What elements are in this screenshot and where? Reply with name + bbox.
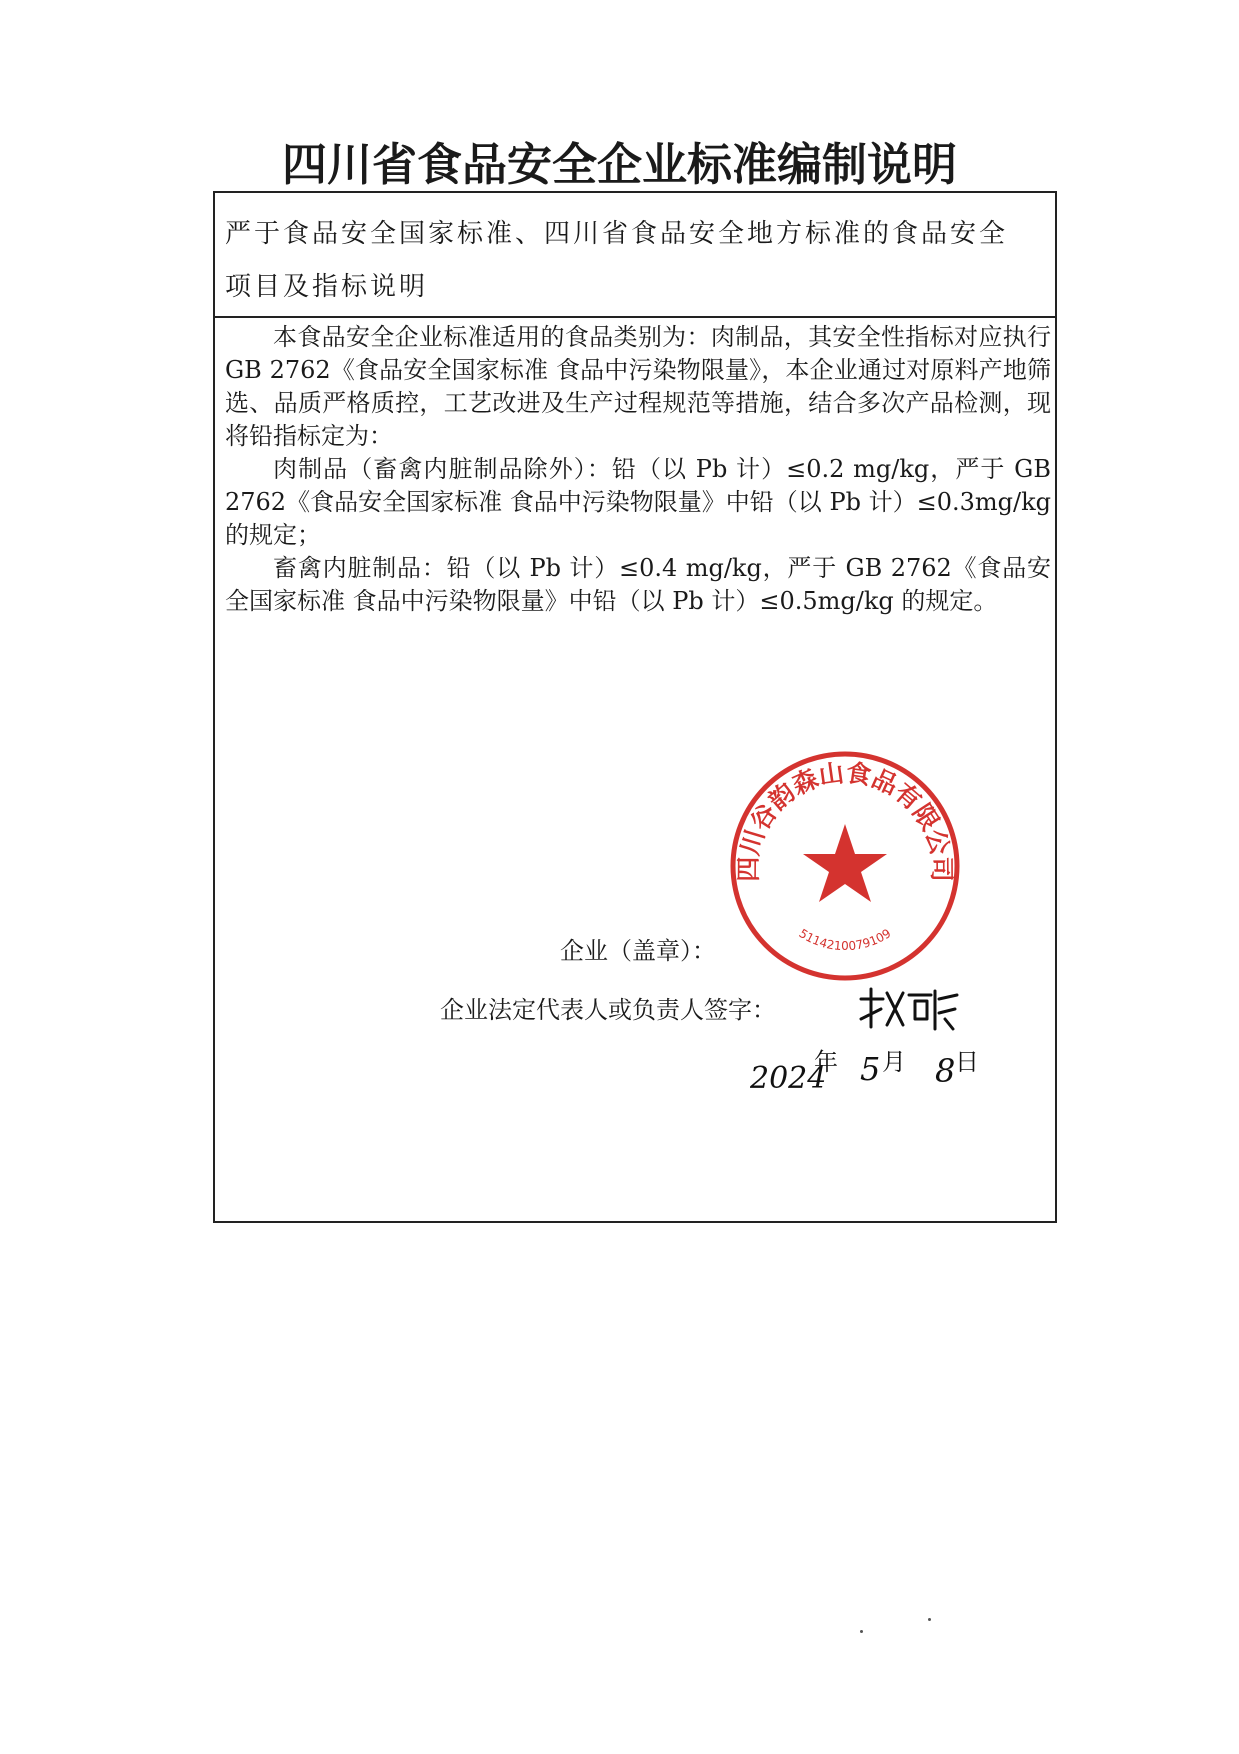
signature-label: 企业法定代表人或负责人签字： <box>440 996 776 1024</box>
seal-star-icon <box>803 824 887 902</box>
date-day: 8 <box>935 1052 956 1090</box>
paragraph-2: 肉制品（畜禽内脏制品除外）：铅（以 Pb 计）≤0.2 mg/kg，严于 GB 2762《食品安全国家标准 食品中污染物限量》中铅（以 Pb 计）≤0.3mg/kg 的规定； <box>225 455 1051 549</box>
seal-label: 企业（盖章）： <box>560 937 716 965</box>
seal-company-text: 四川谷韵森山食品有限公司 <box>733 758 957 882</box>
date-day-unit: 日 <box>955 1048 979 1076</box>
header-line-1: 严于食品安全国家标准、四川省食品安全地方标准的食品安全 <box>225 219 1009 249</box>
header-line-2: 项目及指标说明 <box>225 272 429 302</box>
date-month: 5 <box>860 1050 881 1088</box>
document-title: 四川省食品安全企业标准编制说明 <box>281 138 957 191</box>
date-year-unit: 年 <box>814 1048 838 1076</box>
signing-date <box>750 1040 1000 1100</box>
paragraph-3: 畜禽内脏制品：铅（以 Pb 计）≤0.4 mg/kg，严于 GB 2762《食品安全国家标准 食品中污染物限量》中铅（以 Pb 计）≤0.5mg/kg 的规定。 <box>225 554 1051 615</box>
seal-code-text: 5114210079109 <box>796 926 894 954</box>
date-month-unit: 月 <box>882 1048 906 1076</box>
scan-speck <box>860 1630 863 1633</box>
paragraph-1: 本食品安全企业标准适用的食品类别为：肉制品，其安全性指标对应执行 GB 2762《食品安全国家标准 食品中污染物限量》，本企业通过对原料产地筛选、品质严格质控，工艺改进及生产过程规范等措施，结合多次产品检测，现将铅指标定为： <box>225 323 1051 450</box>
date-year: 2024 <box>750 1061 827 1096</box>
handwritten-signature <box>853 985 963 1035</box>
form-header <box>215 193 1055 318</box>
company-seal <box>725 746 965 986</box>
scan-speck <box>928 1618 931 1621</box>
explanation-body <box>225 321 1051 618</box>
